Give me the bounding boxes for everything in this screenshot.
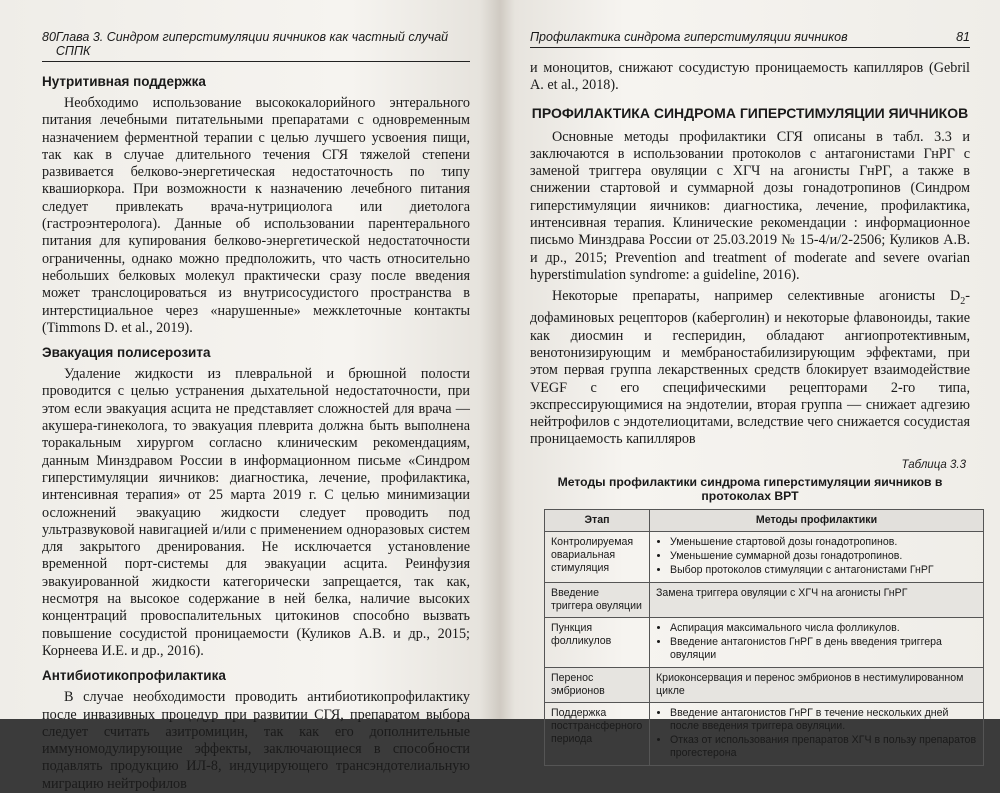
paragraph-prevention-methods: Основные методы профилактики СГЯ описаны в табл. 3.3 и заключаются в использовании протоколов с антагонистами ГнРГ с заменой триггера овуляции с ХГЧ на агонисты ГнРГ, а также в снижении стартовой и суммарной дозы гонадотропинов (Синдром гиперстимуляции яичников: диагностика, лечение, профилактика, интенсивная терапия. Клинические рекомендации : информационное письмо Минздрава России от 25.03.2019 № 15-4/и/2-2506; Куликов А.В. и др., 2015; Prevention and treatment of moderate and severe ovarian hyperstimulation syndrome: a guideline, 2016). [530, 128, 970, 283]
right-page [500, 0, 1000, 759]
methods-list-item: • Уменьшение стартовой дозы гонадотропинов. [670, 536, 977, 549]
paragraph-drugs [530, 288, 970, 449]
table-cell-methods [650, 702, 984, 765]
methods-list-item: • Введение антагонистов ГнРГ в течение нескольких дней после введения триггера овуляции. [670, 707, 977, 733]
left-page [0, 0, 500, 792]
table-title: Методы профилактики синдрома гиперстимуляции яичников в протоколах ВРТ [557, 474, 943, 503]
table-body [545, 531, 984, 765]
table-row [545, 531, 984, 582]
left-running-head-text: Глава 3. Синдром гиперстимуляции яичников как частный случай СППК [55, 30, 449, 58]
left-running-header [42, 30, 470, 62]
heading-nutritive-support: Нутритивная поддержка [42, 74, 206, 89]
methods-list [656, 536, 977, 577]
table-header-row [545, 509, 984, 531]
paragraph-drugs-part-a: Некоторые препараты, например селективные агонисты D [552, 288, 961, 305]
table-cell-stage: Контролируемая овариальная стимуляция [545, 531, 650, 582]
section-heading-ohss-prevention: ПРОФИЛАКТИКА СИНДРОМА ГИПЕРСТИМУЛЯЦИИ ЯИЧНИКОВ [531, 104, 969, 121]
right-running-header [530, 30, 970, 48]
table-cell-stage: Перенос эмбрионов [545, 667, 650, 702]
methods-text: Криоконсервация и перенос эмбрионов в нестимулированном цикле [656, 671, 964, 697]
table-header-stage: Этап [545, 509, 650, 531]
paragraph-nutritive-support: Необходимо использование высококалорийного энтерального питания лечебными питательными препаратами с одновременным назначением ферментной терапии с целью лучшего усвоения пищи, так как в случае длительного течения СГЯ тяжелой степени развивается белково-энергетическая недостаточность по типу квашиоркора. При возможности к назначению лечебного питания следует привлекать врача-нутрициолога или диетолога (гастроэнтеролога). Данные об использовании парентерального питания для купирования белково-энергетической недостаточности ограниченны, однако можно предположить, что часть относительно небольших белковых молекул практически сразу после введения может транслоцироваться из внутрисосудистого пространства в интерстициальное через «нарушенные» межклеточные контакты (Timmons D. et al., 2019). [42, 95, 470, 336]
paragraph-drugs-part-b: -дофаминовых рецепторов (каберголин) и некоторые флавоноиды, такие как диосмин и гесперидин, обладают ангиопротективным, венотонизирующим и мембраностабилизирующим эффектами, при этом первая группа лекарственных средств блокирует взаимодействие VEGF с его специфическими рецепторами 2-го типа, экспрессирующимися на эндотелии, вторая группа — снижает адгезию нейтрофилов с эндотелиоцитами, вследствие чего снижается сосудистая проницаемость капилляров [530, 288, 970, 448]
methods-text: Замена триггера овуляции с ХГЧ на агонисты ГнРГ [656, 586, 908, 599]
paragraph-antibiotic-prophylaxis: В случае необходимости проводить антибиотикопрофилактику после инвазивных процедур при развитии СГЯ, препаратом выбора следует считать азитромицин, так как его дополнительные иммуномодулирующие эффекты, заключающиеся в способности подавлять продукцию ИЛ-8, индуцирующего трансэндотелиальную миграцию нейтрофилов [42, 689, 470, 792]
methods-list [656, 707, 977, 760]
methods-list-item: • Введение антагонистов ГнРГ в день введения триггера овуляции [670, 636, 977, 662]
table-row [545, 582, 984, 617]
heading-polyserositis-evacuation: Эвакуация полисерозита [42, 345, 211, 361]
table-cell-methods [650, 667, 984, 702]
right-running-head-text: Профилактика синдрома гиперстимуляции яичников [530, 30, 848, 44]
methods-list-item: • Аспирация максимального числа фолликулов. [670, 622, 977, 635]
table-cell-methods [650, 582, 984, 617]
prevention-methods-table [544, 509, 984, 766]
table-number: Таблица 3.3 [901, 458, 966, 471]
paragraph-drugs-subscript: 2 [960, 296, 966, 308]
table-cell-stage: Введение триггера овуляции [545, 582, 650, 617]
paragraph-polyserositis-evacuation: Удаление жидкости из плевральной и брюшной полости проводится с целью устранения дыхательной недостаточности, при этом если эвакуация асцита не представляет сложностей для врача — акушера-гинеколога, то эвакуация плеврита должна быть выполнена торакальным хирургом согласно клиническим рекомендациям, данным Минздравом России в информационном письме «Синдром гиперстимуляции яичников: диагностика, лечение, профилактика, интенсивная терапия» от 25 марта 2019 г. С целью минимизации осложнений эвакуацию жидкости следует проводить под ультразвуковой навигацией и/или с применением одноразовых систем для закрытого дренирования. Не исключается установление временной порт-системы для эвакуации асцита. Реинфузия эвакуированной жидкости категорически запрещается, так как, несмотря на высокое содержание в ней белка, наличие высоких концентраций провоспалительных цитокинов способно вызвать повышение сосудистой проницаемости (Куликов А.В. и др., 2015; Корнеева И.Е. и др., 2016). [42, 366, 470, 659]
table-row [545, 667, 984, 702]
table-row [545, 702, 984, 765]
table-cell-methods [650, 531, 984, 582]
left-page-number: 80 [42, 30, 56, 44]
table-cell-methods [650, 617, 984, 667]
table-cell-stage: Поддержка посттрансферного периода [545, 702, 650, 765]
paragraph-continuation: и моноцитов, снижают сосудистую проницаемость капилляров (Gebril A. et al., 2018). [530, 60, 970, 94]
table-cell-stage: Пункция фолликулов [545, 617, 650, 667]
table-header-methods: Методы профилактики [650, 509, 984, 531]
right-page-number: 81 [956, 30, 970, 44]
methods-list-item: • Уменьшение суммарной дозы гонадотропинов. [670, 550, 977, 563]
methods-list-item: • Отказ от использования препаратов ХГЧ в пользу препаратов прогестерона [670, 734, 977, 760]
heading-antibiotic-prophylaxis: Антибиотикопрофилактика [42, 668, 226, 684]
methods-list-item: • Выбор протоколов стимуляции с антагонистами ГнРГ [670, 564, 977, 577]
methods-list [656, 622, 977, 662]
table-row [545, 617, 984, 667]
